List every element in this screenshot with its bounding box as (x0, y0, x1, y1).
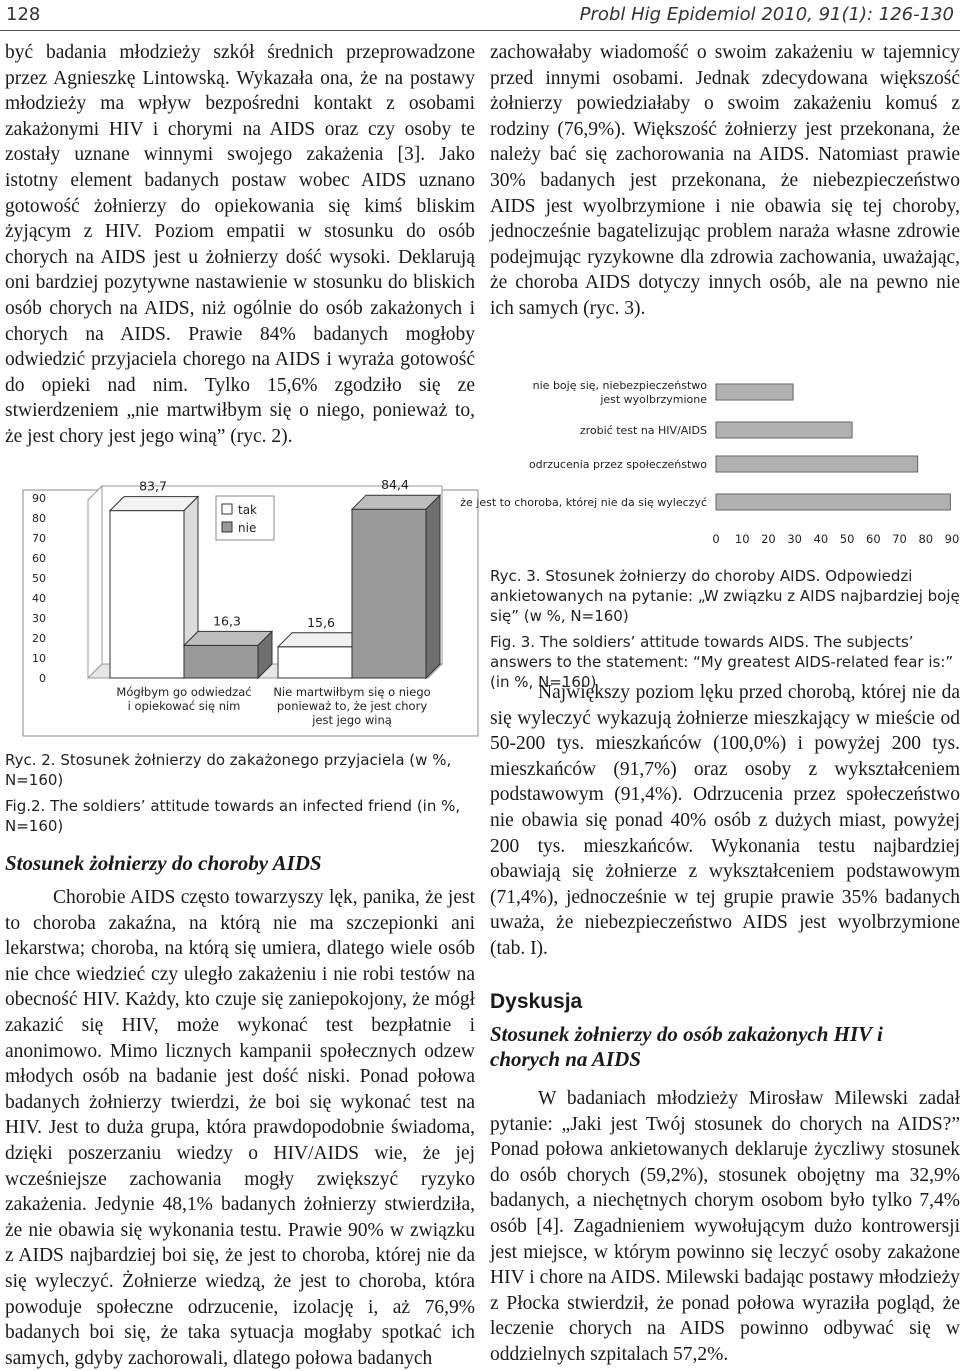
y-tick-label: 0 (39, 672, 46, 685)
category-label: Mógłbym go odwiedzać (116, 685, 252, 699)
bar-top (110, 497, 198, 511)
right-paragraph-2: Największy poziom lęku przed chorobą, której nie da się wyleczyć wykazują żołnierze mieszkający w mieście od 50-200 tys. mieszkańców (100,0%) i powyżej 200 tys. mieszkańców (91,7%) oraz osoby z wykształceniem podstawowym (91,4%). Odrzucenia przez społeczeństwo nie obawia się ponad 40% osób z dużych miast, powyżej 200 tys. mieszkańców. Wykonania testu najbardziej obawiają się żołnierze z wykształceniem podstawowym (71,4%), jednocześnie w tej grupie prawie 35% badanych uważa, że niebezpieczeństwo AIDS jest wyolbrzymione (tab. I). (490, 682, 960, 959)
y-tick-label: 30 (32, 612, 46, 625)
figure-2-caption-pl: Ryc. 2. Stosunek żołnierzy do zakażonego przyjaciela (w %, N=160) (5, 751, 452, 789)
figure-3-caption-pl: Ryc. 3. Stosunek żołnierzy do choroby AIDS. Odpowiedzi ankietowanych na pytanie: „W związku z AIDS najbardziej boję się” (w %, N=160) (490, 567, 960, 625)
category-label: zrobić test na HIV/AIDS (579, 424, 707, 437)
figure-2-chart (20, 477, 480, 740)
category-label: Nie martwiłbym się o niego (273, 685, 431, 699)
figure-2-caption (5, 750, 475, 836)
right-column-middle (490, 680, 960, 962)
bar (184, 645, 258, 678)
category-label: i opiekować się nim (127, 699, 241, 713)
x-tick-label: 20 (761, 532, 776, 546)
category-label: nie boję się, niebezpieczeństwo (532, 379, 707, 392)
left-section (5, 851, 475, 1371)
y-tick-label: 10 (32, 652, 46, 665)
left-paragraph-2: Chorobie AIDS często towarzyszy lęk, panika, że jest to choroba zakaźna, na którą nie ma szczepionki ani lekarstwa; choroba, na którą się umiera, dlatego wiele osób nie chce wiedzieć czy uległo zakażeniu i nie robi testów na obecność HIV. Każdy, kto czuje się zaniepokojony, że mógł zakazić się HIV, może wykonać test bezpłatnie i anonimowo. Mimo licznych kampanii społecznych odzew młodych osób na badanie jest dość niski. Ponad połowa badanych żołnierzy twierdzi, że boi się wykonać test na HIV. Jest to duża grupa, która prawdopodobnie świadoma, dzięki poszerzaniu wiedzy o HIV/AIDS wie, że jej wcześniejsze zachowania mogły zwiększyć ryzyko zakażenia. Jedynie 48,1% badanych żołnierzy stwierdziła, że nie obawia się wykonania testu. Prawie 90% w związku z AIDS najbardziej boi się, że jest to choroba, której nie da się wyleczyć. Żołnierze wiedzą, że jest to choroba, która powoduje społeczne odrzucenie, izolację i, aż 76,9% badanych boi się, że taka sytuacja mogłaby spotkać ich samych, gdyby zachorowali, dlatego połowa badanych (5, 887, 475, 1369)
category-label: jest wyolbrzymione (600, 393, 707, 406)
x-tick-label: 0 (712, 532, 720, 546)
x-tick-label: 50 (839, 532, 855, 546)
right-column-top (490, 40, 960, 322)
bar (716, 384, 793, 400)
figure-3-caption (490, 566, 960, 692)
journal-citation: Probl Hig Epidemiol 2010, 91(1): 126-130 (579, 4, 954, 25)
x-tick-label: 80 (918, 532, 934, 546)
right-paragraph-3: W badaniach młodzieży Mirosław Milewski zadał pytanie: „Jaki jest Twój stosunek do chorych na AIDS?” Ponad połowa ankietowanych deklaruje życzliwy stosunek do osób chorych (59,2%), stosunek obojętny ma 32,9% badanych, a niechętnych chorym osobom było tylko 7,4% osób [4]. Zagadnieniem wywołującym dużo kontrowersji jest miejsce, w którym powinno się leczyć osoby zakażone HIV i chore na AIDS. Milewski badając postawy młodzieży z Płocka stwierdził, że ponad połowa wyraziła pogląd, że leczenie chorych na AIDS powinno odbywać się w oddzielnych szpitalach 57,2%. (490, 1088, 960, 1365)
figure-3-chart (460, 378, 960, 556)
category-label: jest jego winą (312, 713, 392, 727)
x-tick-label: 40 (813, 532, 829, 546)
left-paragraph-1: być badania młodzieży szkół średnich przeprowadzone przez Agnieszkę Lintowską. Wykazała ona, że na postawy młodzieży ma wpływ bezpośredni kontakt z osobami zakażonymi HIV i chorymi na AIDS oraz czy osoby te zostały uznane winnymi swojego zakażenia [3]. Jako istotny element badanych postaw wobec AIDS uznano gotowość żołnierzy do opiekowania się kimś bliskim żyjącym z HIV. Poziom empatii w stosunku do osób chorych na AIDS jest u żołnierzy dość wysoki. Deklarują oni bardziej pozytywne nastawienie w stosunku do bliskich osób chorych na AIDS, niż ogólnie do osób zakażonych i chorych na AIDS. Prawie 84% badanych mogłoby odwiedzić przyjaciela chorego na AIDS i wyraża gotowość do opieki nad nim. Tylko 15,6% zgodziło się ze stwierdzeniem „nie martwiłbym się o niego, ponieważ to, że jest chory jest jego winą” (ryc. 2). (5, 42, 475, 447)
bar (716, 456, 918, 472)
right-paragraph-1: zachowałaby wiadomość o swoim zakażeniu w tajemnicy przed innymi osobami. Jednak zdecydowana większość żołnierzy powiedziałaby o swoim zakażeniu komuś z rodziny (76,9%). Większość żołnierzy jest przekonana, że należy bać się zachorowania na AIDS. Natomiast prawie 30% badanych jest przekonana, że niebezpieczeństwo AIDS jest wyolbrzymione i nie obawia się tej choroby, jednocześnie bagatelizując problem naraża własne zdrowie podejmując ryzykowne dla zdrowia zachowania, uważając, że choroba AIDS dotyczy innych osób, ale na pewno nie ich samych (ryc. 3). (490, 42, 960, 319)
y-tick-label: 80 (32, 512, 46, 525)
data-label: 84,4 (381, 477, 409, 493)
figure-2-caption-en: Fig.2. The soldiers’ attitude towards an infected friend (in %, N=160) (5, 797, 461, 835)
x-tick-label: 10 (734, 532, 750, 546)
legend-swatch (222, 522, 232, 532)
section-heading: Stosunek żołnierzy do choroby AIDS (5, 851, 322, 875)
page-number: 128 (6, 4, 41, 25)
bar (278, 647, 352, 678)
bar (716, 422, 852, 438)
bar-top (352, 495, 440, 509)
discussion-subheading: Stosunek żołnierzy do osób zakażonych HIV i chorych na AIDS (490, 1022, 883, 1071)
category-label: że jest to choroba, której nie da się wyleczyć (460, 496, 707, 509)
bar (352, 509, 426, 678)
x-tick-label: 90 (944, 532, 960, 546)
data-label: 16,3 (213, 613, 241, 629)
x-tick-label: 30 (787, 532, 802, 546)
left-column (5, 40, 475, 450)
y-tick-label: 60 (32, 552, 46, 565)
figure-3-caption-en: Fig. 3. The soldiers’ attitude towards AIDS. The subjects’ answers to the statement: “My greatest AIDS-related fear is:” (in %, N=160) (490, 633, 954, 691)
legend-label: nie (238, 521, 257, 535)
y-tick-label: 20 (32, 632, 46, 645)
bar-side (426, 495, 440, 678)
chart-left-wall (88, 486, 102, 678)
data-label: 15,6 (307, 614, 335, 630)
page-header (0, 0, 960, 31)
x-tick-label: 70 (892, 532, 907, 546)
bar (110, 511, 184, 678)
x-tick-label: 60 (866, 532, 881, 546)
discussion-section (490, 990, 960, 1368)
y-tick-label: 40 (32, 592, 46, 605)
discussion-heading: Dyskusja (490, 990, 583, 1013)
legend-swatch (222, 504, 232, 514)
category-label: odrzucenia przez społeczeństwo (528, 458, 707, 471)
category-label: ponieważ to, że jest chory (276, 699, 428, 713)
y-tick-label: 50 (32, 572, 46, 585)
bar-top (184, 631, 272, 645)
y-tick-label: 90 (32, 492, 46, 505)
y-tick-label: 70 (32, 532, 46, 545)
legend-label: tak (238, 503, 258, 517)
data-label: 83,7 (139, 478, 167, 494)
bar (716, 494, 950, 510)
